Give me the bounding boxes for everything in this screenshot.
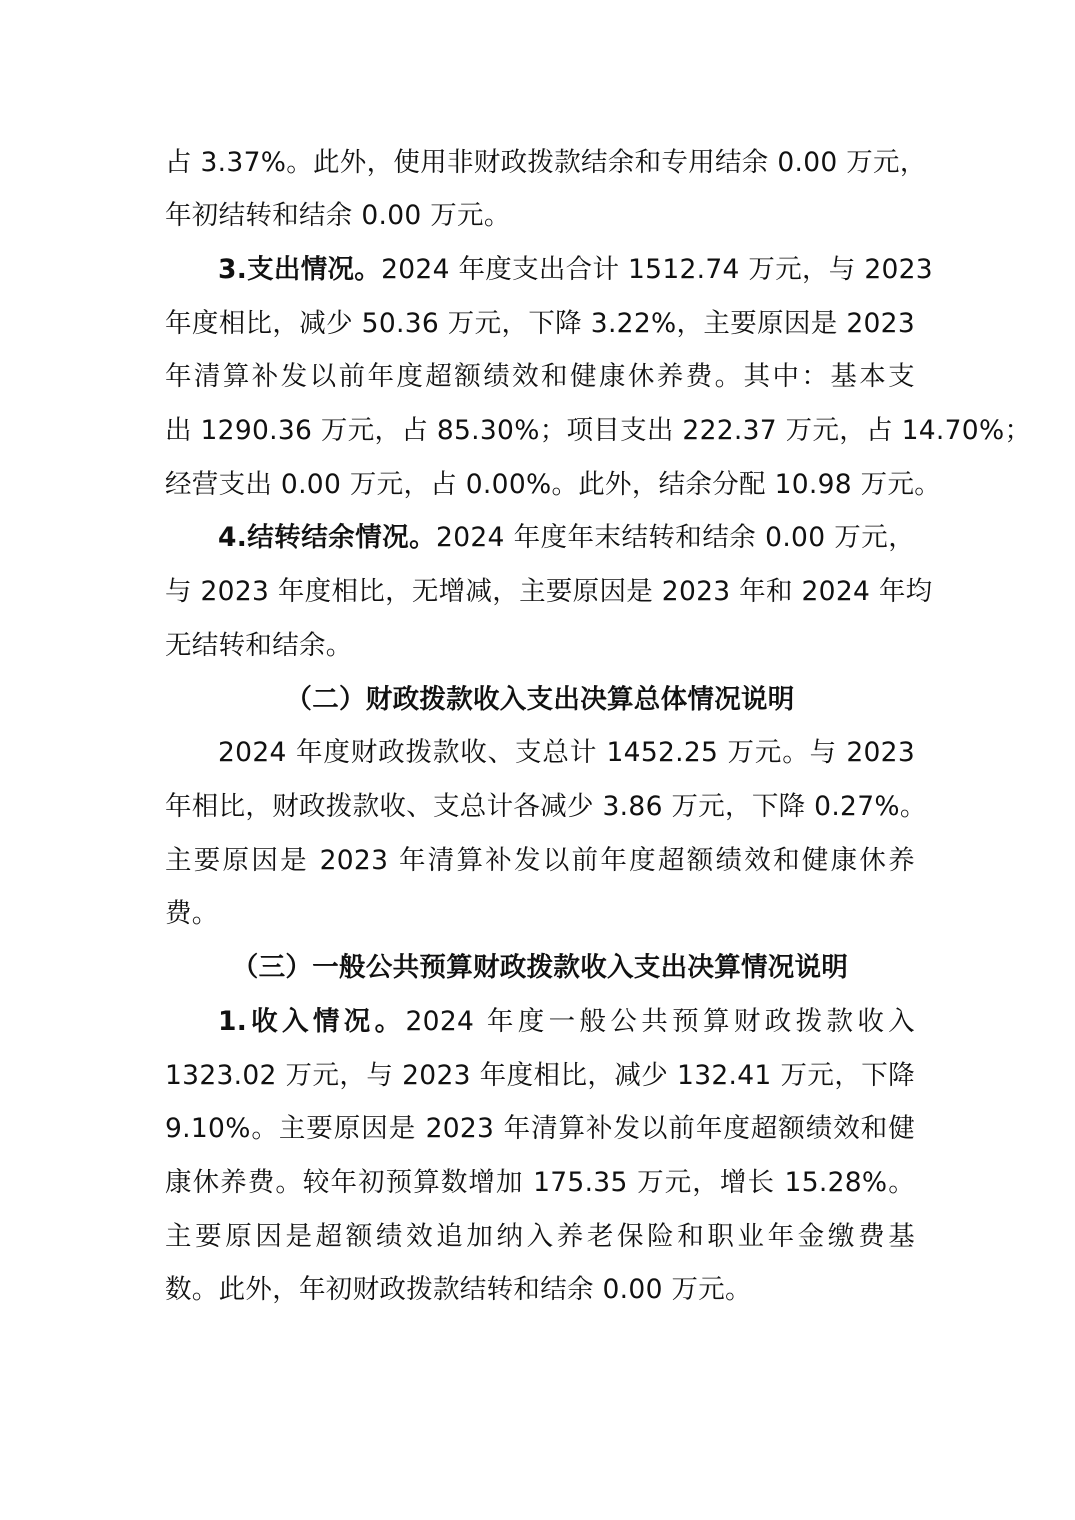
paragraph-text: 2024 年度年末结转和结余 0.00 万元， <box>436 522 915 553</box>
paragraph-line: 年清算补发以前年度超额绩效和健康休养费。其中：基本支 <box>165 361 915 392</box>
paragraph-expenditure-first-line <box>218 250 933 290</box>
paragraph-line: 经营支出 0.00 万元，占 0.00%。此外，结余分配 10.98 万元。 <box>165 469 942 500</box>
paragraph-line: 2024 年度财政拨款收、支总计 1452.25 万元。与 2023 <box>218 737 915 768</box>
paragraph-line: 费。 <box>165 898 219 929</box>
paragraph-text: 2024 年度一般公共预算财政拨款收入 <box>405 1006 915 1037</box>
paragraph-text: 2024 年度支出合计 1512.74 万元，与 2023 <box>381 254 933 285</box>
paragraph-income-first-line <box>218 1002 915 1042</box>
paragraph-line: 年相比，财政拨款收、支总计各减少 3.86 万元，下降 0.27%。 <box>165 791 927 822</box>
section-lead-carryover: 4.结转结余情况。 <box>218 522 437 553</box>
paragraph-line: 年度相比，减少 50.36 万元，下降 3.22%，主要原因是 2023 <box>165 308 915 339</box>
section-lead-income: 1.收入情况。 <box>218 1006 406 1037</box>
section-heading-general-public-budget: （三）一般公共预算财政拨款收入支出决算情况说明 <box>231 952 849 983</box>
paragraph-line: 9.10%。主要原因是 2023 年清算补发以前年度超额绩效和健 <box>165 1113 915 1144</box>
paragraph-line: 康休养费。较年初预算数增加 175.35 万元，增长 15.28%。 <box>165 1167 915 1198</box>
paragraph-line: 出 1290.36 万元，占 85.30%；项目支出 222.37 万元，占 14.70%； <box>165 415 1032 446</box>
paragraph-line: 与 2023 年度相比，无增减，主要原因是 2023 年和 2024 年均 <box>165 576 933 607</box>
paragraph-line: 年初结转和结余 0.00 万元。 <box>165 200 511 231</box>
section-lead-expenditure: 3.支出情况。 <box>218 254 382 285</box>
paragraph-line: 1323.02 万元，与 2023 年度相比，减少 132.41 万元，下降 <box>165 1060 915 1091</box>
paragraph-carryover-first-line <box>218 518 915 558</box>
paragraph-line: 占 3.37%。此外，使用非财政拨款结余和专用结余 0.00 万元， <box>165 147 927 178</box>
paragraph-line: 无结转和结余。 <box>165 630 353 661</box>
paragraph-line: 数。此外，年初财政拨款结转和结余 0.00 万元。 <box>165 1274 752 1305</box>
paragraph-line: 主要原因是 2023 年清算补发以前年度超额绩效和健康休养 <box>165 845 915 876</box>
section-heading-fiscal-overall: （二）财政拨款收入支出决算总体情况说明 <box>285 684 795 715</box>
paragraph-line: 主要原因是超额绩效追加纳入养老保险和职业年金缴费基 <box>165 1221 915 1252</box>
